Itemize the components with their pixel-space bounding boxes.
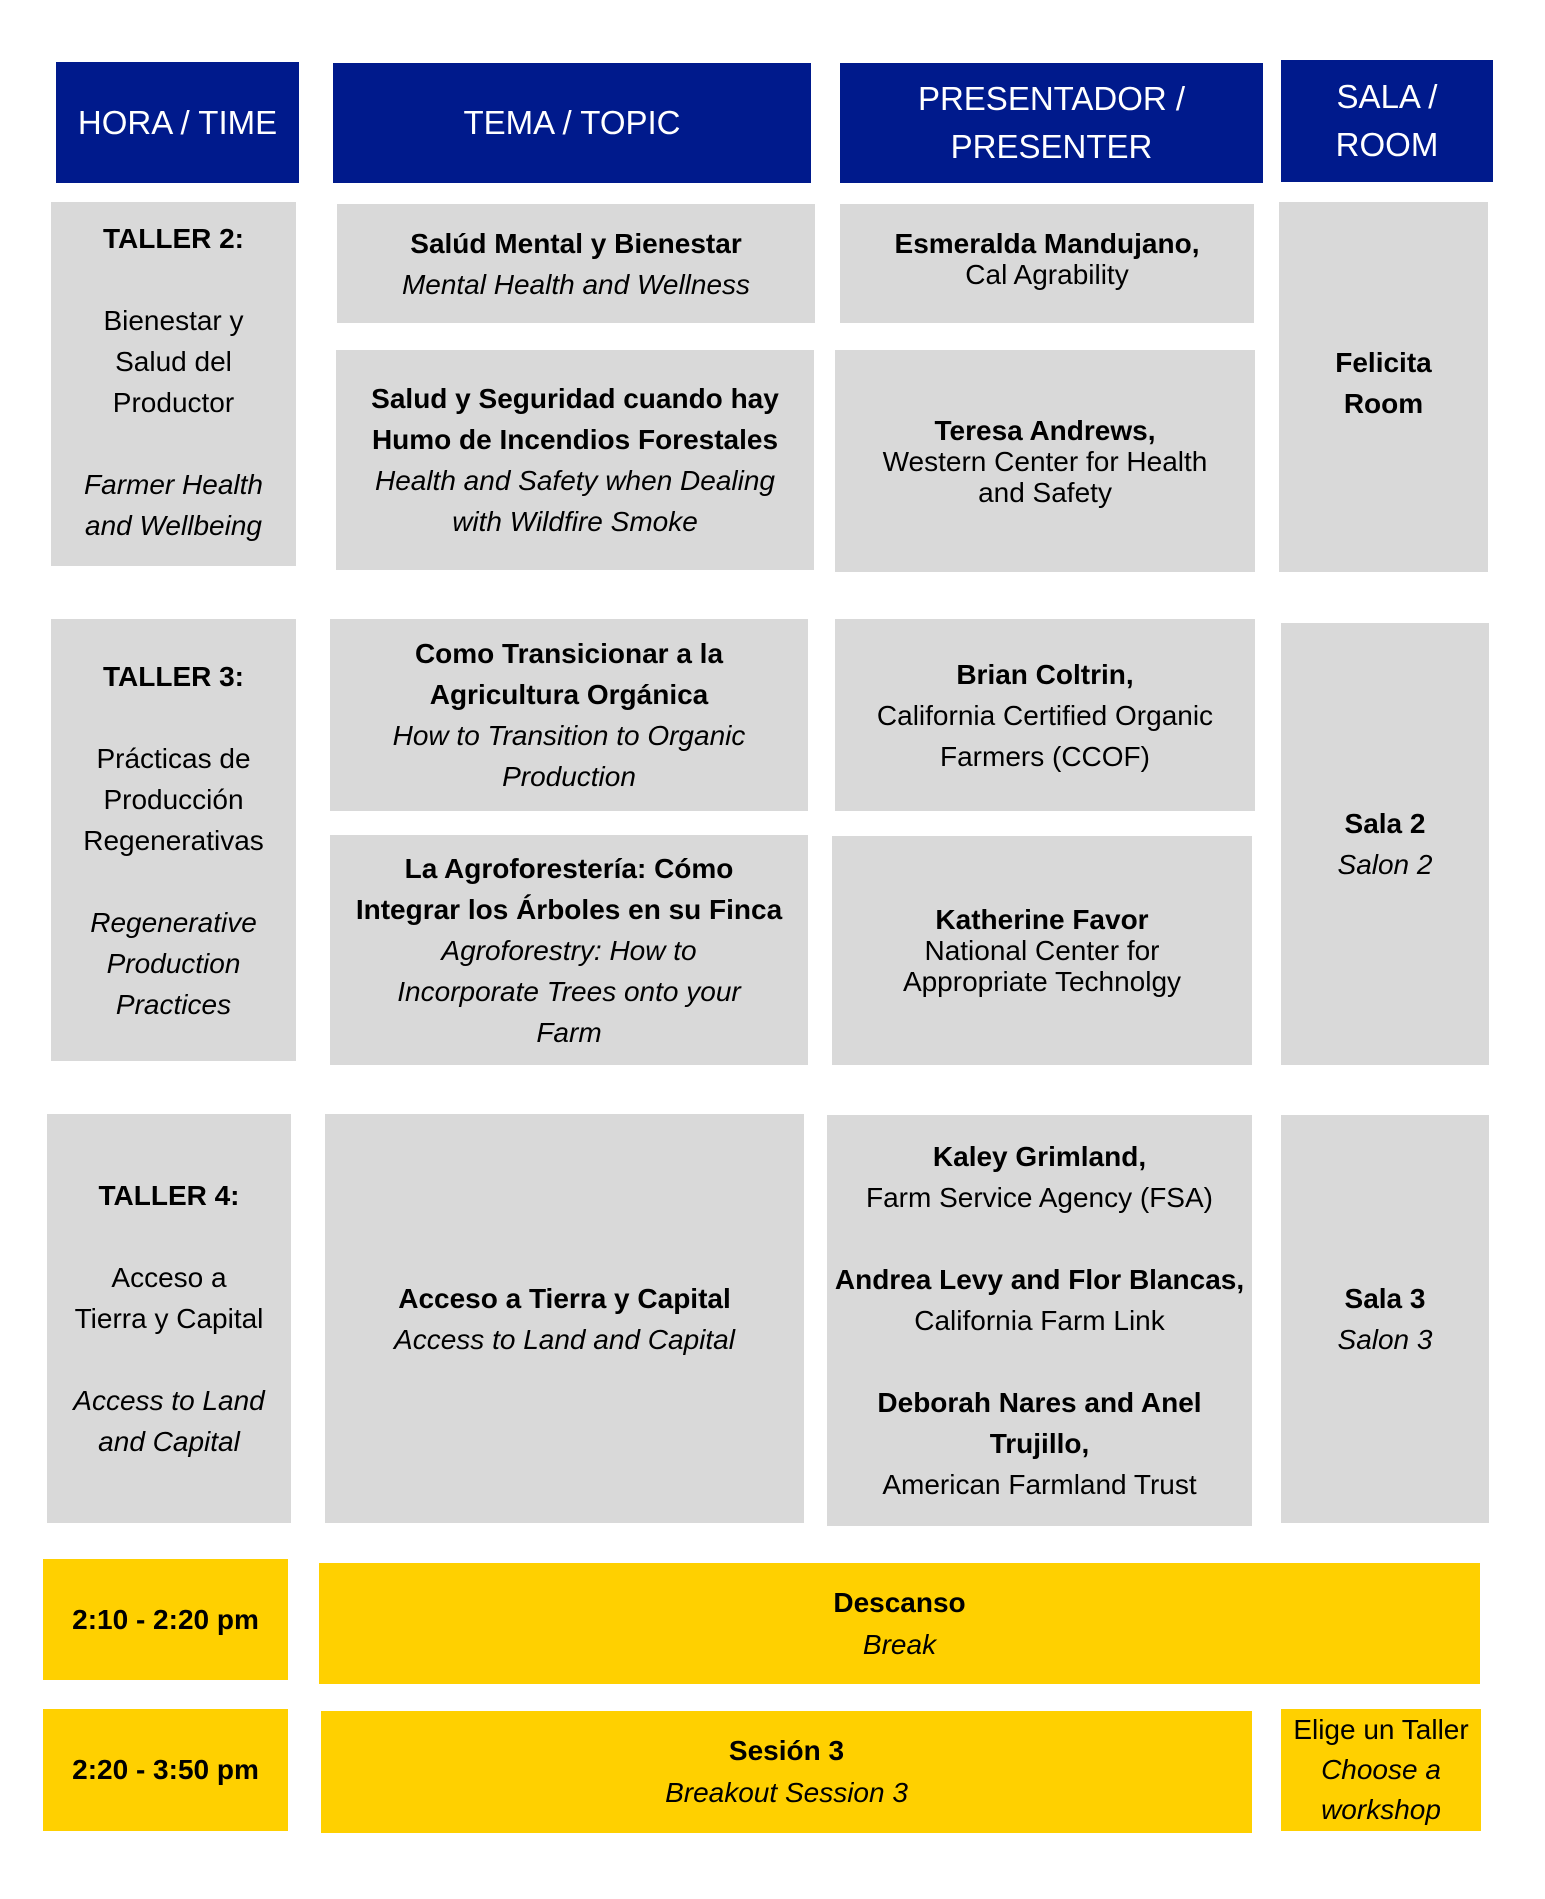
header-room (1281, 60, 1493, 182)
workshop-title-es: Prácticas de (96, 742, 251, 774)
workshop-label: TALLER 2: (102, 223, 245, 254)
presenter-name: Esmeralda Mandujano, (894, 228, 1200, 259)
header-time-label: HORA / TIME (77, 103, 278, 141)
room-es: Room (1343, 388, 1424, 419)
workshop-3-title (51, 619, 296, 1061)
break-time (43, 1559, 288, 1680)
room-en: Salon 3 (1337, 1324, 1433, 1355)
presenter-name: Trujillo, (989, 1428, 1090, 1459)
workshop-title-es: Regenerativas (83, 824, 264, 856)
header-presenter (840, 63, 1263, 183)
topic-es: Acceso a Tierra y Capital (398, 1282, 731, 1314)
session-topic (330, 619, 808, 811)
presenter-org: Farm Service Agency (FSA) (866, 1182, 1213, 1213)
topic-en: with Wildfire Smoke (452, 506, 698, 537)
session-room-choice (1281, 1709, 1481, 1831)
session-title (321, 1711, 1252, 1833)
topic-es: Como Transicionar a la (414, 638, 724, 669)
choose-workshop-en: Choose a (1321, 1754, 1441, 1785)
topic-en: Access to Land and Capital (394, 1323, 735, 1355)
session-topic (336, 350, 814, 570)
break-title (319, 1563, 1480, 1684)
workshop-title-en: Regenerative (90, 906, 257, 938)
session-topic (325, 1114, 804, 1523)
topic-es: Salúd Mental y Bienestar (410, 227, 742, 259)
choose-workshop-en: workshop (1321, 1794, 1441, 1825)
topic-en: Farm (536, 1016, 602, 1048)
presenter-name: Andrea Levy and Flor Blancas, (834, 1264, 1245, 1295)
session-room (1279, 202, 1488, 572)
presenter-org: Farmers (CCOF) (940, 740, 1150, 772)
break-title-en: Break (862, 1628, 937, 1660)
presenter-name: Teresa Andrews, (934, 414, 1156, 446)
topic-es: Humo de Incendios Forestales (371, 424, 779, 455)
header-presenter-label-en: PRESENTER (950, 128, 1153, 165)
header-time (56, 62, 299, 183)
topic-en: Mental Health and Wellness (401, 268, 751, 300)
workshop-title-en: and Capital (98, 1426, 240, 1457)
workshop-title-es: Productor (112, 387, 235, 418)
topic-es: La Agroforestería: Cómo (404, 852, 734, 884)
topic-es: Salud y Seguridad cuando hay (371, 383, 779, 414)
session-topic (330, 835, 808, 1065)
header-presenter-label-es: PRESENTADOR / (917, 80, 1186, 117)
topic-es: Integrar los Árboles en su Finca (355, 893, 783, 925)
topic-en: How to Transition to Organic (392, 720, 746, 751)
room-es: Sala 2 (1344, 808, 1426, 839)
workshop-title-en: and Wellbeing (85, 510, 262, 541)
room-es: Felicita (1335, 347, 1432, 378)
workshop-title-en: Production (106, 947, 241, 979)
presenter-name: Katherine Favor (935, 904, 1149, 935)
workshop-label: TALLER 3: (102, 660, 245, 692)
presenter-name: Kaley Grimland, (932, 1141, 1147, 1172)
presenter-org: and Safety (978, 476, 1112, 508)
workshop-title-es: Salud del (115, 346, 232, 377)
presenter-org: National Center for (924, 935, 1160, 966)
topic-en: Incorporate Trees onto your (397, 975, 741, 1007)
session-presenter (827, 1115, 1252, 1526)
workshop-title-en: Practices (115, 988, 232, 1020)
topic-en: Health and Safety when Dealing (374, 465, 776, 496)
workshop-title-es: Producción (103, 783, 244, 815)
session-presenter (835, 350, 1255, 572)
header-room-label-es: SALA / (1336, 78, 1438, 115)
topic-en: Agroforestry: How to (441, 934, 697, 966)
choose-workshop-es: Elige un Taller (1293, 1714, 1469, 1745)
presenter-org: California Farm Link (914, 1305, 1165, 1336)
topic-en: Production (502, 761, 636, 792)
session-room (1281, 623, 1489, 1065)
workshop-title-es: Tierra y Capital (74, 1303, 264, 1334)
room-es: Sala 3 (1344, 1283, 1426, 1314)
session-time (43, 1709, 288, 1831)
workshop-4-title (47, 1114, 291, 1523)
workshop-2-title (51, 202, 296, 566)
presenter-org: American Farmland Trust (882, 1469, 1197, 1500)
workshop-label: TALLER 4: (98, 1180, 240, 1211)
header-topic (333, 63, 811, 183)
workshop-title-es: Acceso a (111, 1262, 227, 1293)
session-topic (337, 204, 815, 323)
session-presenter (835, 619, 1255, 811)
break-title-es: Descanso (833, 1586, 966, 1618)
header-topic-label: TEMA / TOPIC (463, 104, 681, 141)
presenter-name: Deborah Nares and Anel (877, 1387, 1202, 1418)
break-time-label: 2:10 - 2:20 pm (72, 1603, 259, 1635)
session-room (1281, 1115, 1489, 1523)
room-en: Salon 2 (1337, 849, 1433, 880)
session-time-label: 2:20 - 3:50 pm (72, 1754, 259, 1785)
presenter-org: Cal Agrability (965, 259, 1129, 290)
session-presenter (840, 204, 1254, 323)
session-presenter (832, 836, 1252, 1065)
topic-es: Agricultura Orgánica (429, 679, 709, 710)
header-room-label-en: ROOM (1335, 126, 1439, 163)
presenter-org: Appropriate Technolgy (902, 966, 1182, 997)
workshop-title-es: Bienestar y (103, 305, 244, 336)
presenter-org: Western Center for Health (882, 445, 1208, 477)
workshop-title-en: Farmer Health (84, 469, 263, 500)
presenter-name: Brian Coltrin, (956, 658, 1134, 690)
session-title-en: Breakout Session 3 (665, 1777, 908, 1808)
session-title-es: Sesión 3 (728, 1735, 845, 1766)
presenter-org: California Certified Organic (876, 699, 1214, 731)
workshop-title-en: Access to Land (73, 1385, 265, 1416)
